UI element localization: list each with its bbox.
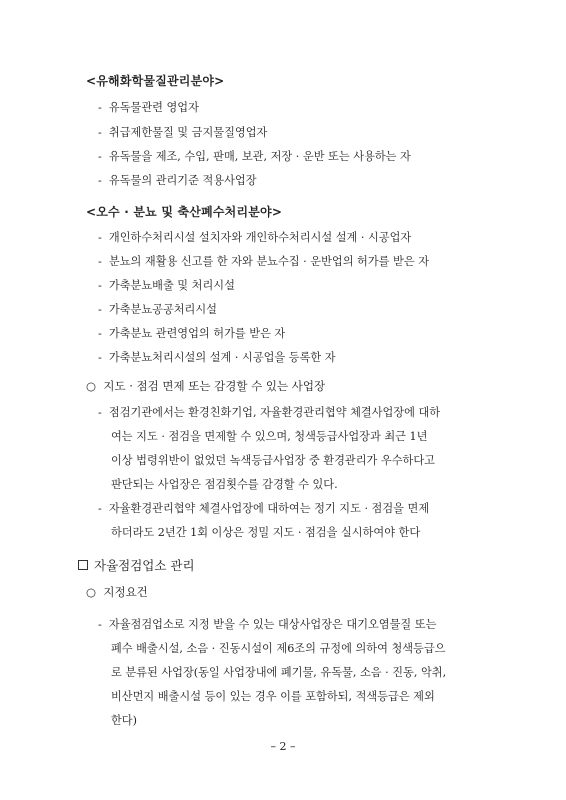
paragraph-line: - 자율점검업소로 지정 받을 수 있는 대상사업장은 대기오염물질 또는 (98, 618, 437, 631)
list-item: - 유독물관련 영업자 (98, 101, 199, 114)
section-heading-self-inspection: 자율점검업소 관리 (78, 556, 566, 574)
checkbox-square-icon (78, 560, 88, 570)
page-number: – 2 – (270, 740, 296, 753)
list-item: - 유독물을 제조, 수입, 판매, 보관, 저장 · 운반 또는 사용하는 자 (98, 150, 411, 163)
section-title-sewage-manure: <오수 · 분뇨 및 축산폐수처리분야> (86, 205, 283, 219)
paragraph-line: 하더라도 2년간 1회 이상은 정밀 지도 · 점검을 실시하여야 한다 (111, 526, 421, 539)
paragraph-line: - 자율환경관리협약 체결사업장에 대하여는 정기 지도 · 점검을 면제 (98, 502, 430, 515)
list-item: - 가축분뇨처리시설의 설계 · 시공업을 등록한 자 (98, 351, 336, 364)
circle-bullet-icon: ○ (86, 379, 97, 393)
list-item: - 가축분뇨 관련영업의 허가를 받은 자 (98, 327, 286, 340)
section-title-hazardous-chemicals: <유해화학물질관리분야> (86, 74, 225, 88)
paragraph-line: - 점검기관에서는 환경친화기업, 자율환경관리협약 체결사업장에 대하 (98, 406, 441, 419)
list-item: - 유독물의 관리기준 적용사업장 (98, 174, 257, 187)
list-item: - 분뇨의 재활용 신고를 한 자와 분뇨수집 · 운반업의 허가를 받은 자 (98, 255, 430, 268)
list-item: - 개인하수처리시설 설치자와 개인하수처리시설 설계 · 시공업자 (98, 231, 412, 244)
paragraph-line: 여는 지도 · 점검을 면제할 수 있으며, 청색등급사업장과 최근 1년 (111, 430, 428, 443)
list-item: - 가축분뇨공공처리시설 (98, 303, 217, 316)
list-item: - 가축분뇨배출 및 처리시설 (98, 279, 235, 292)
paragraph-line: 판단되는 사업장은 점검횟수를 감경할 수 있다. (111, 478, 338, 491)
exemption-title: ○ 지도 · 점검 면제 또는 감경할 수 있는 사업장 (86, 379, 326, 393)
paragraph-line: 한다) (111, 714, 137, 727)
paragraph-line: 이상 법령위반이 없었던 녹색등급사업장 중 환경관리가 우수하다고 (111, 454, 435, 467)
circle-bullet-icon: ○ (86, 585, 97, 599)
paragraph-line: 로 분류된 사업장(동일 사업장내에 폐기물, 유독물, 소음 · 진동, 악취, (111, 666, 447, 679)
paragraph-line: 비산먼지 배출시설 등이 있는 경우 이를 포함하되, 적색등급은 제외 (111, 690, 435, 703)
paragraph-line: 폐수 배출시설, 소음 · 진동시설이 제6조의 규정에 의하여 청색등급으 (111, 642, 446, 655)
list-item: - 취급제한물질 및 금지물질영업자 (98, 126, 268, 139)
designation-requirements-title: ○ 지정요건 (86, 585, 148, 599)
